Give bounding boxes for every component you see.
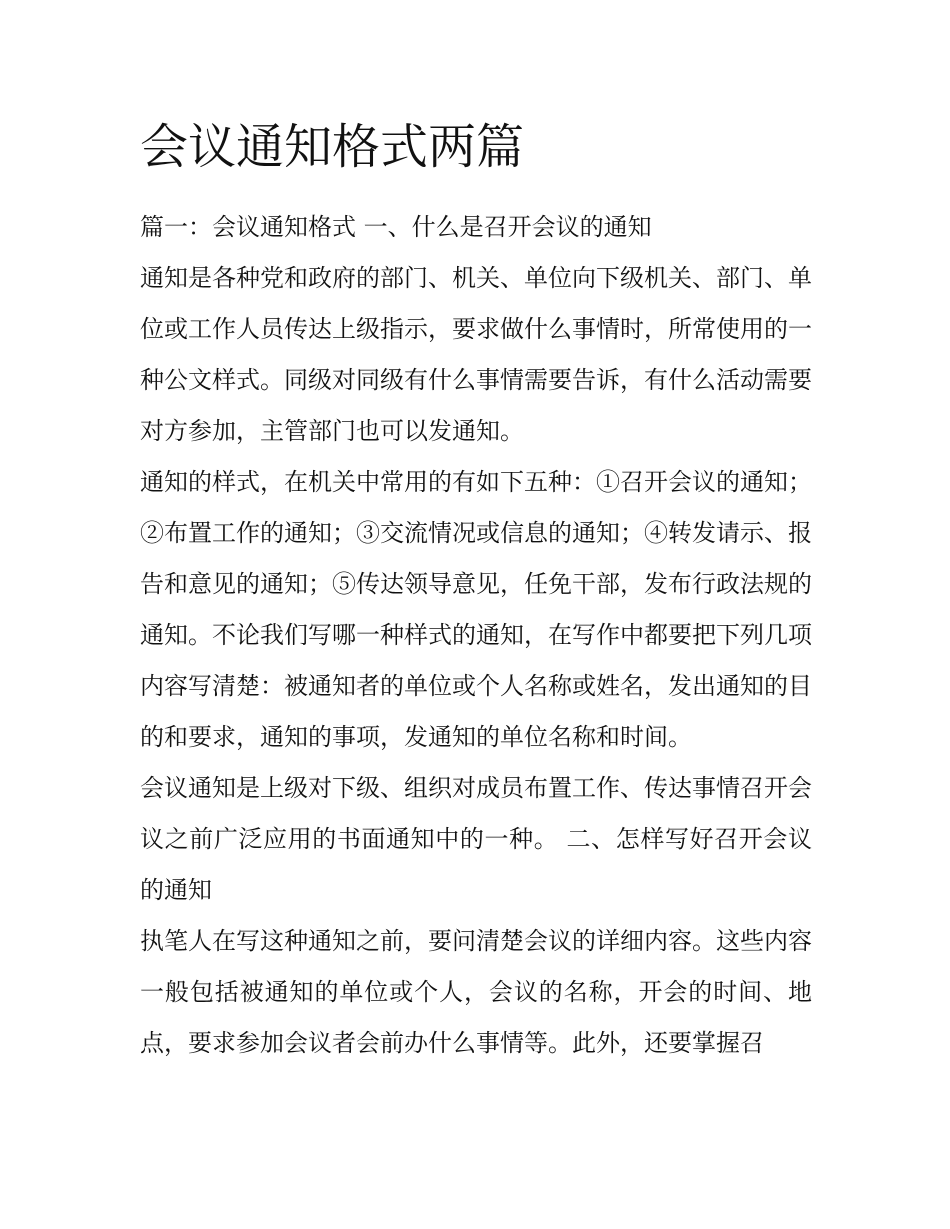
paragraph-3: 会议通知是上级对下级、组织对成员布置工作、传达事情召开会议之前广泛应用的书面通知中的一种。 二、怎样写好召开会议的通知 [140,774,812,904]
paragraph-1: 通知是各种党和政府的部门、机关、单位向下级机关、部门、单位或工作人员传达上级指示，要求做什么事情时，所常使用的一种公文样式。同级对同级有什么事情需要告诉，有什么活动需要对方参加，主管部门也可以发通知。 [140,264,812,445]
document-page [140,112,812,1069]
section-heading: 篇一：会议通知格式 一、什么是召开会议的通知 [140,213,652,241]
document-title: 会议通知格式两篇 [140,119,525,175]
paragraph-4: 执笔人在写这种通知之前，要问清楚会议的详细内容。这些内容一般包括被通知的单位或个人，会议的名称，开会的时间、地点，要求参加会议者会前办什么事情等。此外，还要掌握召 [140,927,812,1057]
paragraph-2: 通知的样式，在机关中常用的有如下五种：①召开会议的通知；②布置工作的通知；③交流情况或信息的通知；④转发请示、报告和意见的通知；⑤传达领导意见，任免干部，发布行政法规的通知。不论我们写哪一种样式的通知，在写作中都要把下列几项内容写清楚：被通知者的单位或个人名称或姓名，发出通知的目的和要求，通知的事项，发通知的单位名称和时间。 [140,468,812,751]
